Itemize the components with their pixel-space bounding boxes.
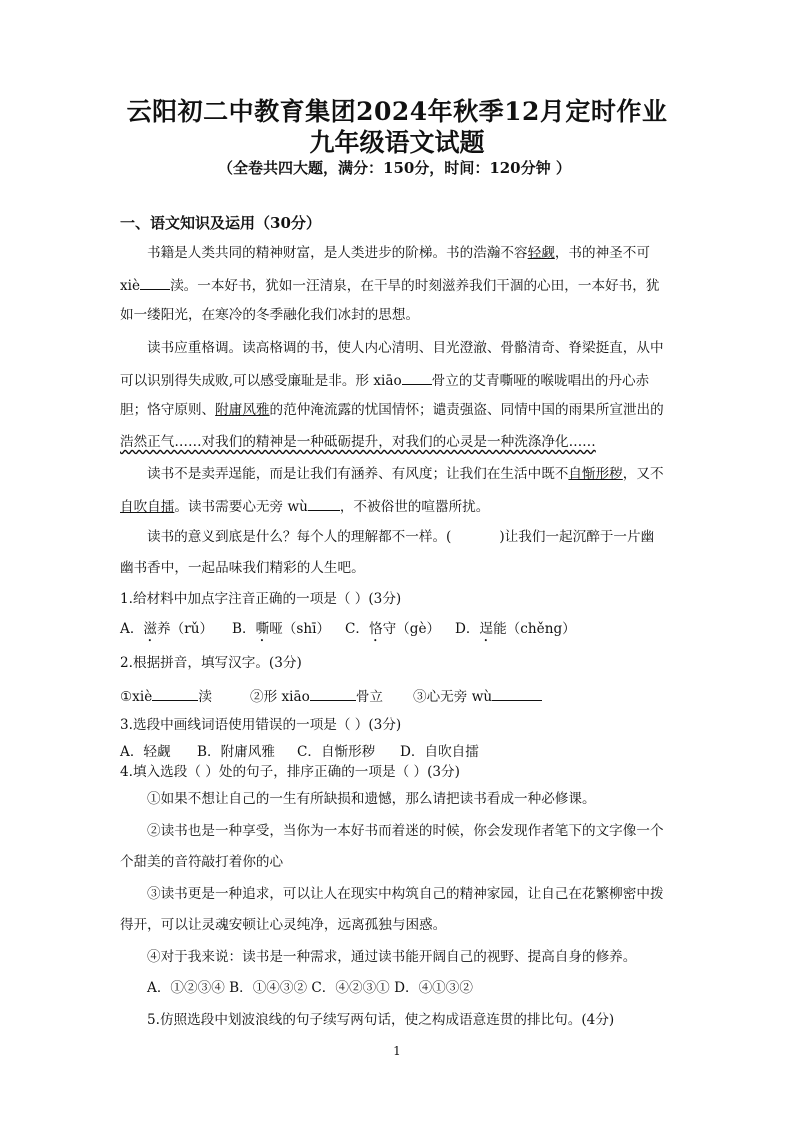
question-1-option-a[interactable]: A．滋养（rǔ） [120, 621, 214, 637]
passage-line: 书籍是人类共同的精神财富，是人类进步的阶梯。书的浩瀚不容轻觑，书的神圣不可 [147, 245, 650, 261]
passage-line: 如一缕阳光，在寒冷的冬季融化我们冰封的思想。 [120, 307, 420, 323]
question-5-stem: 5.仿照选段中划波浪线的句子续写两句话，使之构成语意连贯的排比句。(4分) [147, 1012, 615, 1028]
question-2-stem: 2.根据拼音，填写汉字。(3分) [120, 655, 302, 671]
exam-info: （全卷共四大题，满分：150分，时间：120分钟 ） [218, 159, 571, 177]
answer-line[interactable] [492, 686, 542, 701]
question-4-sentence-2: ②读书也是一种享受，当你为一本好书而着迷的时候，你会发现作者笔下的文字像一个 [147, 823, 664, 839]
underlined-word: 自惭形秽 [568, 466, 623, 482]
passage-line: 胆；恪守原则、附庸风雅的范仲淹流露的忧国情怀；谴责强盗、同情中国的雨果所宣泄出的 [120, 402, 664, 418]
passage-line: 幽书香中，一起品味我们精彩的人生吧。 [120, 560, 365, 576]
fill-blank[interactable] [140, 275, 170, 290]
passage-line [120, 433, 596, 451]
exam-subject-title: 九年级语文试题 [309, 128, 485, 157]
section-heading: 一、语文知识及运用（30分） [120, 214, 321, 232]
underlined-word: 自吹自擂 [120, 499, 175, 515]
question-3-option-c[interactable]: C．自惭形秽 [297, 744, 376, 760]
page-number: 1 [393, 1044, 401, 1058]
passage-line: 读书应重格调。读高格调的书，使人内心清明、目光澄澈、骨骼清奇、脊梁挺直，从中 [147, 340, 664, 356]
question-4-options[interactable]: A．①②③④ B．①④③② C．④②③① D．④①③② [147, 980, 473, 996]
question-4-stem: 4.填入选段（ ）处的句子，排序正确的一项是（ ）(3分) [120, 764, 460, 780]
passage-line: xiè 渎。一本好书，犹如一汪清泉，在干旱的时刻滋养我们干涸的心田，一本好书，犹 [120, 275, 659, 295]
question-1-option-b[interactable]: B．嘶哑（shī） [232, 621, 331, 637]
wavy-underlined-sentence: 浩然正气……对我们的精神是一种砥砺提升，对我们的心灵是一种洗涤净化…… [120, 434, 596, 450]
underlined-word: 轻觑 [527, 245, 555, 261]
passage-line: 可以识别得失成败,可以感受廉耻是非。形 xiāo 骨立的艾青嘶哑的喉咙唱出的丹心赤 [120, 370, 649, 390]
passage-line: 自吹自擂。读书需要心无旁 wù ，不被俗世的喧嚣所扰。 [120, 496, 489, 516]
question-1-option-d[interactable]: D．逞能（chěng） [455, 621, 576, 637]
question-2-item-3: ③心无旁 wù [413, 686, 542, 706]
question-1-stem: 1.给材料中加点字注音正确的一项是（ ）(3分) [120, 591, 402, 607]
question-2-item-2: ②形 xiāo 骨立 [250, 686, 383, 706]
question-3-option-d[interactable]: D．自吹自擂 [400, 744, 479, 760]
answer-line[interactable] [152, 686, 198, 701]
passage-line: 读书的意义到底是什么？每个人的理解都不一样。( )让我们一起沉醉于一片幽 [147, 529, 655, 545]
question-4-sentence-1: ①如果不想让自己的一生有所缺损和遗憾，那么请把读书看成一种必修课。 [147, 791, 596, 807]
answer-line[interactable] [310, 686, 356, 701]
fill-blank[interactable] [402, 370, 432, 385]
underlined-word: 附庸风雅 [215, 402, 270, 418]
question-4-sentence-2-cont: 个甜美的音符敲打着你的心 [120, 854, 284, 870]
question-3-option-b[interactable]: B．附庸风雅 [197, 744, 275, 760]
question-4-sentence-3: ③读书更是一种追求，可以让人在现实中构筑自己的精神家园，让自己在花繁柳密中拨 [147, 886, 664, 902]
question-4-sentence-3-cont: 得开，可以让灵魂安顿让心灵纯净，远离孤独与困惑。 [120, 917, 447, 933]
fill-blank[interactable] [308, 496, 340, 511]
exam-title: 云阳初二中教育集团2024年秋季12月定时作业 [126, 97, 668, 126]
question-4-sentence-4: ④对于我来说：读书是一种需求，通过读书能开阔自己的视野、提高自身的修养。 [147, 949, 637, 965]
question-3-stem: 3.选段中画线词语使用错误的一项是（ ）(3分) [120, 717, 402, 733]
question-2-item-1: ①xiè 渎 [120, 686, 212, 706]
question-3-option-a[interactable]: A．轻觑 [120, 744, 171, 760]
question-1-option-c[interactable]: C．恪守（gè） [345, 621, 441, 637]
passage-line: 读书不是卖弄逞能，而是让我们有涵养、有风度；让我们在生活中既不自惭形秽，又不 [147, 466, 664, 482]
